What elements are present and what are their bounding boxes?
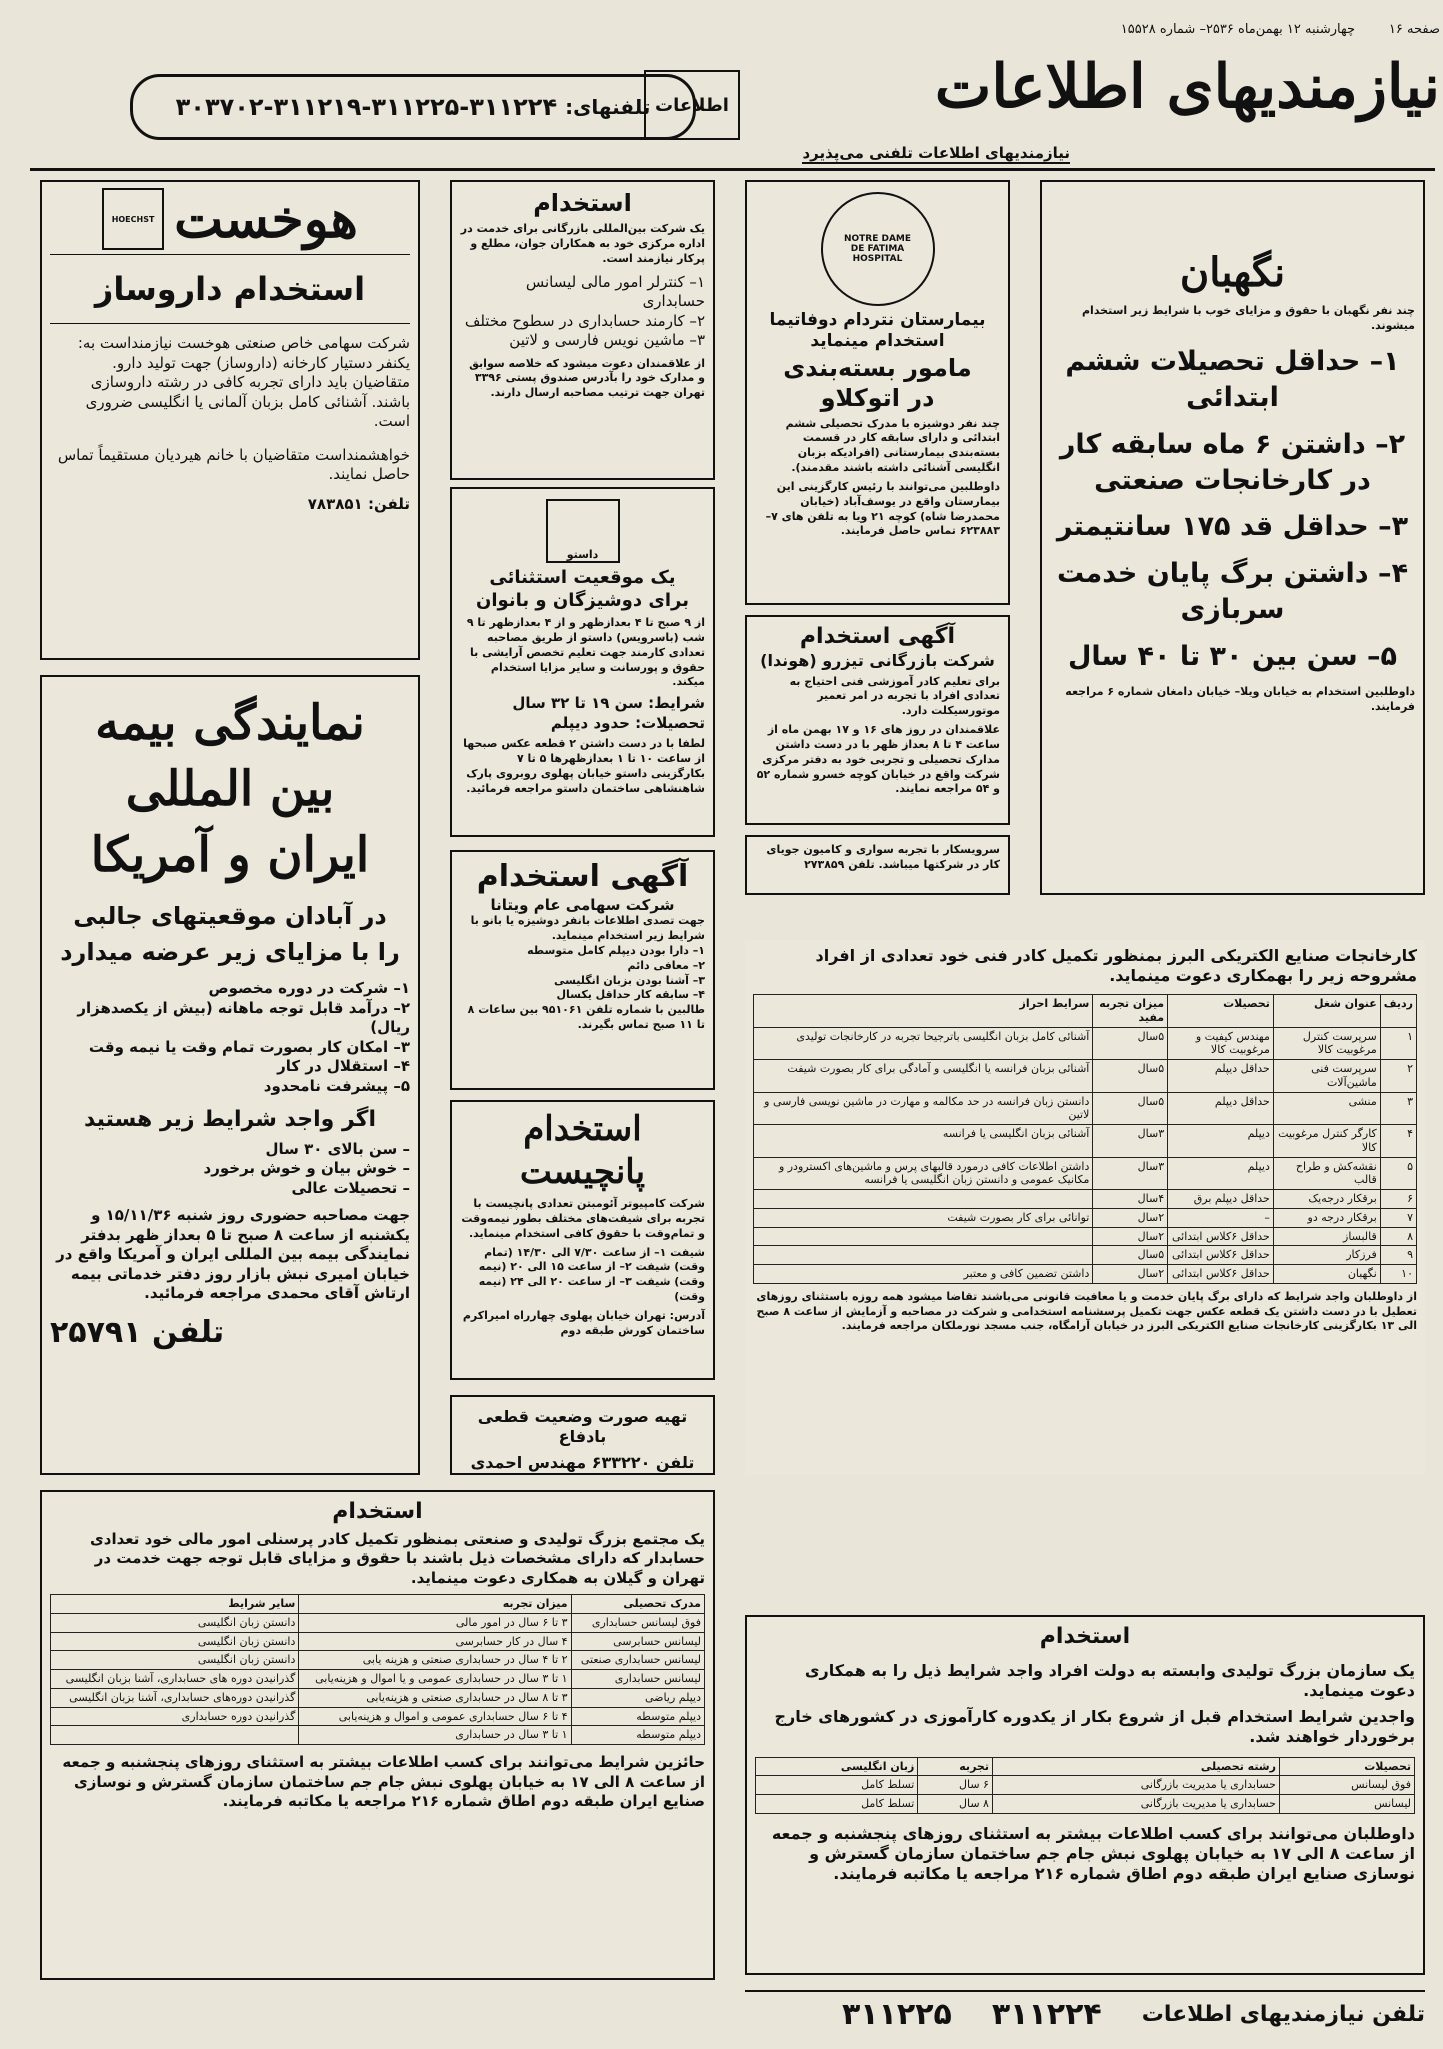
list-item: ۱– کنترلر امور مالی لیسانس حسابداری (525, 272, 705, 311)
list-item: – خوش بیان و خوش برخورد (203, 1159, 410, 1177)
vitana-intro: جهت تصدی اطلاعات بانفر دوشیزه یا بانو با شرایط زیر استخدام مینماید. (470, 914, 705, 943)
dasteh-footer: لطفا با در دست داشتن ۲ قطعه عکس صبحها از ساعت ۱۰ تا ۱ بعدازظهرها ۵ تا ۷ بکارگزینی داستو خیابان پهلوی روبروی پارک شاهنشاهی ساختمان داستو مراجعه فرمائید. (463, 737, 705, 795)
ad-production (40, 1490, 715, 1980)
dasteh-cond1: شرایط: سن ۱۹ تا ۳۲ سال (512, 694, 705, 713)
table-cell: دانستن زبان انگلیسی (51, 1651, 299, 1670)
table-cell: کارگر کنترل مرغوبیت کالا (1273, 1125, 1380, 1158)
table-row (754, 1092, 1417, 1125)
table-row (754, 1157, 1417, 1190)
list-item: ۱– دارا بودن دیپلم کامل متوسطه (527, 943, 705, 957)
list-item: ۳– امکان کار بصورت تمام وقت یا نیمه وقت (88, 1037, 410, 1056)
table-row (754, 1027, 1417, 1060)
header-subtitle: نیازمندیهای اطلاعات تلفنی می‌پذیرد (802, 144, 1070, 162)
panchist-title2: پانچیست (519, 1151, 646, 1192)
commerce-body: از علاقمندان دعوت میشود که خلاصه سوابق و مدارک خود را بآدرس صندوق پستی ۳۳۹۶ تهران جهت ترتیب مصاحبه ارسال دارند. (469, 356, 705, 400)
table-cell: ۲ (1380, 1060, 1416, 1093)
table-cell: آشنائی بزبان انگلیسی یا فرانسه (754, 1125, 1093, 1158)
ad-alborz (745, 940, 1425, 1475)
insurance-line3: ایران و آمریکا (90, 827, 370, 883)
ad-dasteh (450, 487, 715, 837)
table-row (51, 1688, 705, 1707)
list-item: ۲– معافی دائم (627, 958, 705, 972)
table-row (51, 1707, 705, 1726)
insurance-body: جهت مصاحبه حضوری روز شنبه ۱۵/۱۱/۳۶ و یکشنبه از ساعت ۸ صبح تا ۵ بعداز ظهر بدفتر نمایندگی بیمه بین المللی ایران و آمریکا واقع در خیابان امیری نبش بازار روز دفتر خدماتی بیمه ارتاش آقای محمدی مراجعه فرمائید. (56, 1206, 410, 1302)
table-cell: گذرانیدن دوره حسابداری (51, 1707, 299, 1726)
ad-guard (1040, 180, 1425, 895)
list-item: ۳– آشنا بودن بزبان انگلیسی (553, 973, 705, 987)
table-cell: ۵سال (1093, 1246, 1168, 1265)
issue-info: چهارشنبه ۱۲ بهمن‌ماه ۲۵۳۶– شماره ۱۵۵۲۸ (1120, 22, 1355, 37)
table-cell: ۵سال (1093, 1027, 1168, 1060)
ad-honda (745, 615, 1010, 825)
table-cell: ۳ تا ۸ سال در حسابداری صنعتی و هزینه‌یابی (299, 1688, 571, 1707)
table-cell: دیپلم ریاضی (571, 1688, 704, 1707)
panchist-shifts: شیفت ۱– از ساعت ۷/۳۰ الی ۱۴/۳۰ (تمام وقت) شیفت ۲– از ساعت ۱۵ الی ۲۰ (نیمه وقت) شیفت ۳– از ساعت ۲۰ الی ۲۴ (نیمه وقت) (478, 1245, 705, 1304)
list-item: ۵– سن بین ۳۰ تا ۴۰ سال (1067, 640, 1398, 672)
list-item: ۲– داشتن ۶ ماه سابقه کار در کارخانجات صنعتی (1059, 428, 1406, 496)
table-cell: حسابداری یا مدیریت بازرگانی (992, 1776, 1279, 1795)
table-row (754, 1190, 1417, 1209)
table-cell: ۶ (1380, 1190, 1416, 1209)
hoechst-contact: خواهشمنداست متقاضیان با خانم هیردیان مستقیماً تماس حاصل نمایند. (57, 445, 410, 483)
list-item: ۲– درآمد قابل توجه ماهانه (بیش از یکصدهزار ریال) (77, 998, 410, 1036)
dasteh-cond2: تحصیلات: حدود دیپلم (550, 713, 705, 732)
table-cell: داشتن تضمین کافی و معتبر (754, 1265, 1093, 1284)
table-cell: ۱۰ (1380, 1265, 1416, 1284)
table-cell: تسلط کامل (756, 1776, 918, 1795)
table-cell: لیسانس (1279, 1795, 1414, 1814)
table-cell: ۲سال (1093, 1265, 1168, 1284)
table-cell: ۴ سال در کار حسابرسی (299, 1632, 571, 1651)
hospital-seal (821, 192, 935, 306)
govt-title: استخدام (1039, 1624, 1131, 1649)
truck-text: سرویسکار با تجربه سواری و کامیون جویای کار در شرکتها میباشد. تلفن ۲۷۳۸۵۹ (766, 843, 1000, 871)
insurance-intro2: را با مزایای زیر عرضه میدارد (60, 938, 400, 966)
dasteh-subtitle: برای دوشیزگان و بانوان (476, 589, 689, 611)
alborz-table (753, 994, 1417, 1284)
table-cell: داشتن اطلاعات کافی درمورد قالبهای پرس و ماشین‌های اکسترودر و مکانیک عمومی و دانستن زبان انگلیسی یا فرانسه (754, 1157, 1093, 1190)
table-cell: حداقل دیپلم برق (1168, 1190, 1274, 1209)
table-cell: ۴ تا ۶ سال حسابداری عمومی و اموال و هزینه‌یابی (299, 1707, 571, 1726)
table-cell: ۵سال (1093, 1092, 1168, 1125)
alborz-footer: از داوطلبان واجد شرایط که دارای برگ پایان خدمت و یا معافیت قانونی می‌باشند تقاضا میشود همه روزه باستثنای روزهای تعطیل با در دست داشتن یک قطعه عکس جهت تکمیل پرسشنامه استخدامی و شرکت در مصاحبه و آزمایش از ساعت ۸ صبح الی ۱۳ بکارگزینی کارخانجات صنایع الکتریکی البرز در خیابان آرامگاه، جنب مسجد نورملکان مراجعه فرمایند. (756, 1289, 1417, 1333)
list-item: ۲– کارمند حسابداری در سطوح مختلف (464, 311, 705, 330)
dasteh-logo (546, 499, 620, 563)
table-cell: ۶ سال (918, 1776, 993, 1795)
table-cell (754, 1190, 1093, 1209)
table-cell: ۲سال (1093, 1227, 1168, 1246)
table-cell: دیپلم (1168, 1125, 1274, 1158)
table-cell: ۸ (1380, 1227, 1416, 1246)
table-row (51, 1726, 705, 1745)
table-cell: دیپلم متوسطه (571, 1726, 704, 1745)
govt-table (755, 1757, 1415, 1814)
masthead: نیازمندیهای اطلاعات (934, 52, 1440, 122)
notre-dame-title: بیمارستان نتردام دوفاتیما (769, 310, 986, 330)
panchist-intro: شرکت کامپیوتر آئومبتن تعدادی پانچیست با تجربه برای شیفت‌های مختلف بطور نیمه‌وقت و تمام‌وقت با حقوق کافی استخدام مینماید. (461, 1197, 705, 1240)
table-cell: حداقل ۶کلاس ابتدائی (1168, 1246, 1274, 1265)
hoechst-title: استخدام داروساز (94, 270, 366, 308)
table-cell: دانستن زبان انگلیسی (51, 1632, 299, 1651)
table-cell: نگهبان (1273, 1265, 1380, 1284)
ad-draft (450, 1395, 715, 1475)
table-header: مدرک تحصیلی (571, 1595, 704, 1614)
table-row (756, 1776, 1415, 1795)
honda-body: علاقمندان در روز های ۱۶ و ۱۷ بهمن ماه از ساعت ۴ تا ۸ بعداز ظهر با در دست داشتن مدارک تحصیلی و تجربی خود به دفتر مرکزی شرکت واقع در خیابان کوچه خسرو شماره ۵۲ و ۵۴ مراجعه نمایند. (756, 723, 1000, 796)
table-cell: دیپلم متوسطه (571, 1707, 704, 1726)
table-cell: حداقل دیپلم (1168, 1060, 1274, 1093)
notre-dame-body: چند نفر دوشیزه با مدرک تحصیلی ششم ابتدائی و دارای سابقه کار در قسمت بسته‌بندی بیمارستانی (افرادیکه بزبان انگلیسی آشنائی داشته باشند مقدمند). (785, 416, 1000, 475)
hoechst-phone: تلفن: ۷۸۳۸۵۱ (307, 494, 410, 513)
insurance-line2: بین المللی (125, 761, 335, 817)
table-cell: ۳ تا ۶ سال در امور مالی (299, 1613, 571, 1632)
phones: ۳۰۳۷۰۲-۳۱۱۲۱۹-۳۱۱۲۲۵-۳۱۱۲۲۴ (175, 93, 558, 121)
vitana-body: طالبین با شماره تلفن ۹۵۱۰۶۱ بین ساعات ۸ تا ۱۱ صبح تماس بگیرند. (467, 1003, 705, 1032)
table-cell: ۲سال (1093, 1208, 1168, 1227)
guard-intro: چند نفر نگهبان با حقوق و مزایای خوب با شرایط زیر استخدام میشوند. (1081, 304, 1415, 332)
ad-commerce (450, 180, 715, 480)
page-number: صفحه ۱۶ (1388, 22, 1440, 37)
list-item: – سن بالای ۳۰ سال (265, 1139, 410, 1158)
vitana-title: آگهی استخدام (476, 859, 689, 894)
list-item: – تحصیلات عالی (291, 1178, 410, 1197)
ad-vitana (450, 850, 715, 1090)
list-item: ۳– ماشین نویس فارسی و لاتین (509, 331, 705, 350)
table-cell: ۲ تا ۴ سال در حسابداری صنعتی و هزینه یابی (299, 1651, 571, 1670)
table-row (754, 1265, 1417, 1284)
footer-phone2: ۳۱۱۲۲۵ (842, 1997, 952, 2032)
table-cell (754, 1227, 1093, 1246)
draft-phone: تلفن ۶۳۳۲۲۰ مهندس احمدی (470, 1453, 695, 1472)
table-cell: فرزکار (1273, 1246, 1380, 1265)
alborz-intro: کارخانجات صنایع الکتریکی البرز بمنظور تکمیل کادر فنی خود تعدادی از افراد مشروحه زیر را بهمکاری دعوت مینماید. (815, 946, 1417, 985)
table-cell: فوق لیسانس حسابداری (571, 1613, 704, 1632)
table-cell: ۹ (1380, 1246, 1416, 1265)
hoechst-logo (102, 188, 164, 250)
table-cell: ۵سال (1093, 1060, 1168, 1093)
notre-dame-contact: داوطلبین می‌توانند با رئیس کارگزینی این بیمارستان واقع در یوسف‌آباد (خیابان محمدرضا شاه) کوچه ۲۱ ویا به تلفن های ۷–۶۲۳۸۸۳ تماس حاصل فرمایند. (765, 479, 1000, 538)
ad-panchist (450, 1100, 715, 1380)
production-footer: حائزین شرایط می‌توانند برای کسب اطلاعات بیشتر به استثنای روزهای پنجشنبه و جمعه از ساعت ۸ الی ۱۷ به خیابان پهلوی نبش جام جم ساختمان سازمان گسترش و نوسازی صنایع ایران طبقه دوم اطاق شماره ۲۱۶ مراجعه یا مکاتبه فرمایند. (62, 1753, 705, 1810)
table-header: سرایط احراز (754, 995, 1093, 1028)
table-cell: ۵ (1380, 1157, 1416, 1190)
table-cell: حسابداری یا مدیریت بازرگانی (992, 1795, 1279, 1814)
table-cell: ۱ (1380, 1027, 1416, 1060)
honda-company: شرکت بازرگانی تیزرو (هوندا) (760, 650, 995, 670)
guard-title: نگهبان (1179, 249, 1286, 296)
govt-intro: یک سازمان بزرگ تولیدی وابسته به دولت افراد واجد شرایط ذیل را به همکاری دعوت مینماید. (804, 1660, 1415, 1700)
table-cell: حداقل ۶کلاس ابتدائی (1168, 1227, 1274, 1246)
table-cell: ۴ (1380, 1125, 1416, 1158)
notre-dame-role2: در اتوکلاو (820, 383, 935, 412)
table-header: میزان تجربه مفید (1093, 995, 1168, 1028)
list-item: ۳– حداقل قد ۱۷۵ سانتیمتر (1056, 511, 1409, 543)
table-cell: ۱ تا ۳ سال در حسابداری عمومی و یا اموال و هزینه‌یابی (299, 1670, 571, 1689)
table-cell: سرپرست فنی ماشین‌آلات (1273, 1060, 1380, 1093)
table-header: سایر شرایط (51, 1595, 299, 1614)
list-item: ۴– استقلال در کار (277, 1057, 410, 1075)
notre-dame-subtitle: استخدام مینماید (810, 331, 945, 352)
commerce-intro: یک شرکت بین‌المللی بازرگانی برای خدمت در اداره مرکزی خود به همکاران جوان، مطلع و پرکار نیازمند است. (460, 222, 705, 265)
table-header: زبان انگلیسی (756, 1757, 918, 1776)
hoechst-brand: هوخست (174, 188, 358, 250)
table-row (754, 1246, 1417, 1265)
table-cell: – (1168, 1208, 1274, 1227)
table-cell: ۳سال (1093, 1125, 1168, 1158)
notre-dame-role: مامور بسته‌بندی (783, 353, 972, 382)
footer-phone1: ۳۱۱۲۲۴ (991, 1997, 1102, 2032)
table-cell: دانستن زبان انگلیسی (51, 1613, 299, 1632)
table-cell: دانستن زبان فرانسه در حد مکالمه و مهارت در ماشین نویسی فارسی و لاتین (754, 1092, 1093, 1125)
panchist-address: آدرس: تهران خیابان پهلوی چهارراه امیراکرم ساختمان کورش طبقه دوم (462, 1308, 705, 1337)
table-cell (51, 1726, 299, 1745)
dasteh-logo-text: داستو (566, 548, 599, 561)
table-cell: دیپلم (1168, 1157, 1274, 1190)
table-row (754, 1060, 1417, 1093)
header (110, 14, 1440, 164)
ad-govt (745, 1615, 1425, 1975)
list-item: ۱– شرکت در دوره مخصوص (208, 979, 410, 997)
table-cell: حداقل ۶کلاس ابتدائی (1168, 1265, 1274, 1284)
honda-title: آگهی استخدام (799, 624, 956, 649)
list-item: ۵– پیشرفت نامحدود (263, 1076, 410, 1095)
guard-items (1050, 344, 1415, 676)
table-cell: لیسانس حسابرسی (571, 1632, 704, 1651)
table-header: تجربه (918, 1757, 993, 1776)
table-cell: آشنائی کامل بزبان انگلیسی باترجیحا تجربه در کارخانجات تولیدی (754, 1027, 1093, 1060)
table-header: رشته تحصیلی (992, 1757, 1279, 1776)
table-cell: لیسانس حسابداری (571, 1670, 704, 1689)
production-table (50, 1594, 705, 1745)
insurance-conds (50, 1140, 410, 1199)
table-row (754, 1208, 1417, 1227)
table-header: عنوان شغل (1273, 995, 1380, 1028)
table-header: تحصیلات (1279, 1757, 1414, 1776)
govt-footer: داوطلبان می‌توانند برای کسب اطلاعات بیشتر به استثنای روزهای پنجشنبه و جمعه از ساعت ۸ الی ۱۷ به خیابان پهلوی نبش جام جم ساختمان سازمان گسترش و نوسازی صنایع ایران طبقه دوم اطاق شماره ۲۱۶ مراجعه یا مکاتبه فرمایند. (771, 1823, 1415, 1883)
table-cell: آشنائی بزبان فرانسه یا انگلیسی و آمادگی برای کار بصورت شیفت (754, 1060, 1093, 1093)
table-cell: مهندس کیفیت و مرغوبیت کالا (1168, 1027, 1274, 1060)
ad-hoechst (40, 180, 420, 660)
table-cell: برقکار درجه‌یک (1273, 1190, 1380, 1209)
table-row (51, 1613, 705, 1632)
table-cell (754, 1246, 1093, 1265)
vitana-company: شرکت سهامی عام ویتانا (490, 895, 675, 914)
table-row (51, 1651, 705, 1670)
draft-text: تهیه صورت وضعیت قطعی بادفاع (477, 1407, 688, 1446)
govt-note: واجدین شرایط استخدام قبل از شروع بکار از یکدوره کارآموزی در کشورهای خارج برخوردار خواهند شد. (774, 1706, 1415, 1746)
table-cell: تسلط کامل (756, 1795, 918, 1814)
footer-label: تلفن نیازمندیهای اطلاعات (1141, 2002, 1425, 2027)
table-header: ردیف (1380, 995, 1416, 1028)
table-row (51, 1632, 705, 1651)
list-item: ۴– داشتن برگ پایان خدمت سربازی (1056, 557, 1409, 626)
table-cell: سرپرست کنترل مرغوبیت کالا (1273, 1027, 1380, 1060)
table-cell: ۷ (1380, 1208, 1416, 1227)
honda-intro: برای تعلیم کادر آموزشی فنی احتیاج به تعدادی افراد با تجربه در امر تعمیر موتورسیکلت دارد. (789, 674, 1000, 718)
ad-notre-dame (745, 180, 1010, 605)
table-cell: برقکار درجه دو (1273, 1208, 1380, 1227)
table-cell: توانائی برای کار بصورت شیفت (754, 1208, 1093, 1227)
insurance-items (50, 979, 410, 1096)
table-row (756, 1795, 1415, 1814)
footer-bar (745, 1990, 1425, 2037)
commerce-title: استخدام (533, 189, 632, 217)
table-cell: ۳سال (1093, 1157, 1168, 1190)
insurance-phone: تلفن ۲۵۷۹۱ (50, 1314, 225, 1350)
table-row (754, 1227, 1417, 1246)
list-item: ۴– سابقه کار حداقل یکسال (556, 988, 705, 1002)
phones-label: تلفنهای: (565, 95, 651, 119)
insurance-line1: نمایندگی بیمه (95, 695, 365, 751)
phones-bar (130, 74, 696, 140)
production-intro: یک مجتمع بزرگ تولیدی و صنعتی بمنظور تکمیل کادر پرسنلی امور مالی خود تعدادی حسابدار که دارای مشخصات ذیل باشند با حقوق و مزایای قابل توجه جهت خدمت در تهران و گیلان به همکاری دعوت مینماید. (90, 1529, 705, 1587)
logo-text: اطلاعات (655, 94, 729, 116)
table-header: تحصیلات (1168, 995, 1274, 1028)
dasteh-body: از ۹ صبح تا ۴ بعدازظهر و از ۴ بعدازظهر تا ۹ شب (باسرویس) داستو از طریق مصاحبه تعدادی کارمند جهت تعلیم تخصص آرایشی با حقوق و پورسانت و سایر مزایا استخدام میکند. (466, 616, 705, 689)
table-cell: ۴سال (1093, 1190, 1168, 1209)
table-cell: گذرانیدن دوره‌های حسابداری، آشنا بزبان انگلیسی (51, 1688, 299, 1707)
table-cell: ۸ سال (918, 1795, 993, 1814)
table-cell: حداقل دیپلم (1168, 1092, 1274, 1125)
guard-footer: داوطلبین استخدام به خیابان ویلا– خیابان دامغان شماره ۶ مراجعه فرمایند. (1065, 685, 1415, 714)
vitana-items (460, 944, 705, 1003)
panchist-title: استخدام (523, 1109, 642, 1149)
header-rule (30, 168, 1435, 171)
production-title: استخدام (332, 1499, 423, 1524)
ad-truck (745, 835, 1010, 895)
table-header: میزان تجربه (299, 1595, 571, 1614)
table-cell: فوق لیسانس (1279, 1776, 1414, 1795)
table-cell: ۱ تا ۳ سال در حسابداری (299, 1726, 571, 1745)
insurance-cond-title: اگر واجد شرایط زیر هستید (83, 1107, 377, 1132)
seal-text: NOTRE DAME DE FATIMA HOSPITAL (843, 234, 912, 264)
table-cell: نقشه‌کش و طراح قالب (1273, 1157, 1380, 1190)
hoechst-body: شرکت سهامی خاص صنعتی هوخست نیازمنداست به: یکنفر دستیار کارخانه (داروساز) جهت تولید دارو. متقاضیان باید دارای تجربه کافی در رشته داروسازی باشند. آشنائی کامل بزبان آلمانی یا انگلیسی ضروری است. (77, 334, 410, 430)
list-item: ۱– حداقل تحصیلات ششم ابتدائی (1065, 345, 1400, 414)
table-cell: گذرانیدن دوره های حسابداری، آشنا بزبان انگلیسی (51, 1670, 299, 1689)
table-cell: لیسانس حسابداری صنعتی (571, 1651, 704, 1670)
table-cell: قالبساز (1273, 1227, 1380, 1246)
table-cell: منشی (1273, 1092, 1380, 1125)
insurance-intro: در آبادان موقعیتهای جالبی (73, 902, 387, 930)
dasteh-title: یک موقعیت استثنائی (489, 567, 676, 588)
table-row (754, 1125, 1417, 1158)
ad-insurance (40, 675, 420, 1475)
table-row (51, 1670, 705, 1689)
table-cell: ۳ (1380, 1092, 1416, 1125)
hoechst-logo-text: HOECHST (111, 214, 155, 224)
commerce-items (460, 273, 705, 351)
